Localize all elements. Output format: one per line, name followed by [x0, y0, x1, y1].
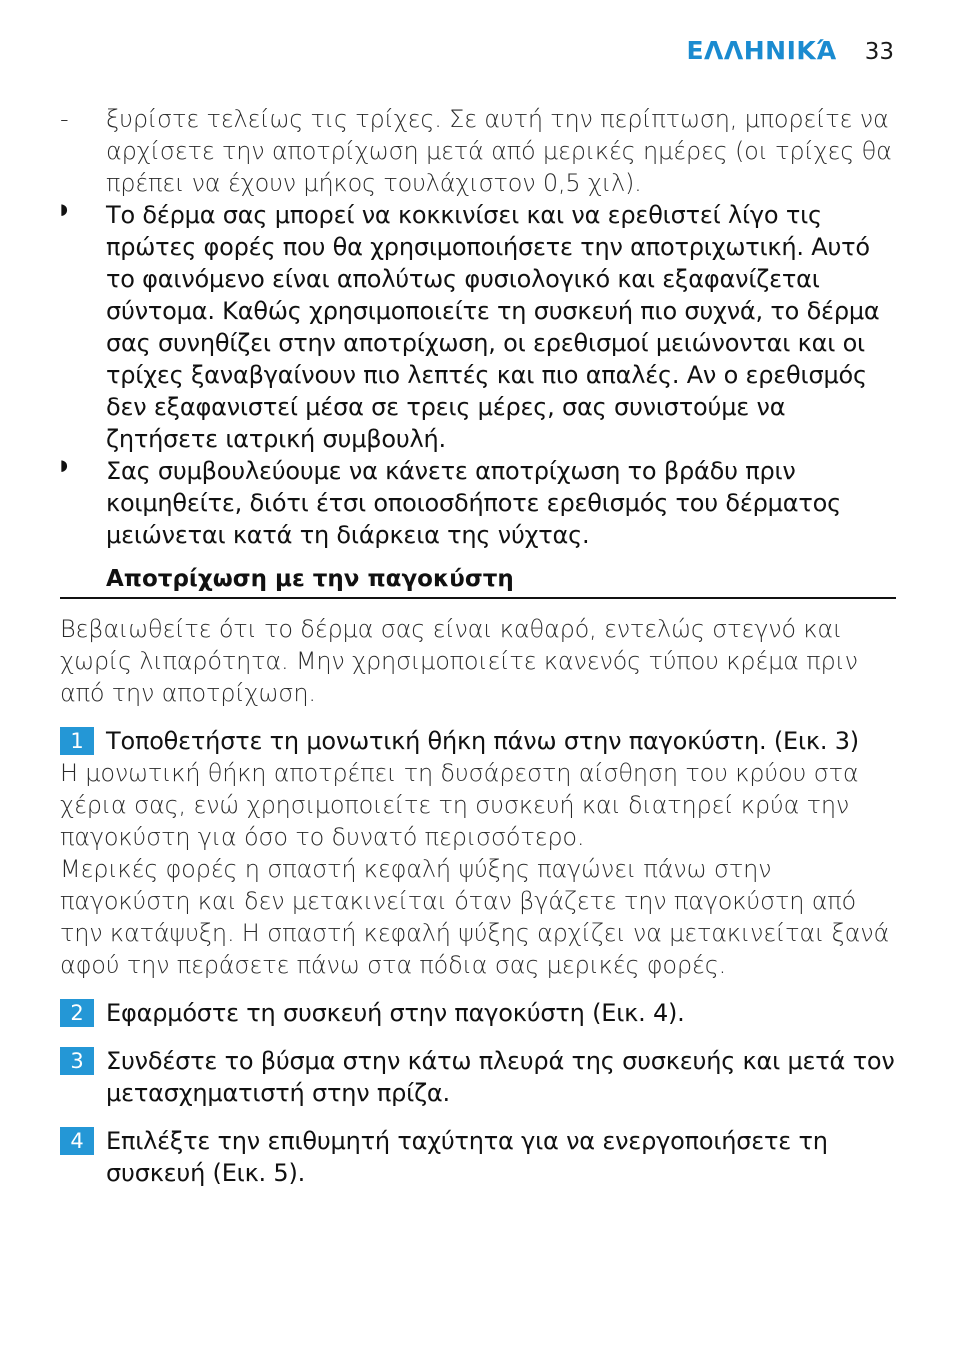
step-number-badge: 4 — [60, 1127, 94, 1155]
step-1-note: Η μονωτική θήκη αποτρέπει τη δυσάρεστη αίσθηση του κρύου στα χέρια σας, ενώ χρησιμοποιείτε τη συσκευή και διατηρεί κρύα την παγοκύστη για όσο το δυνατό περισσότερο. — [60, 759, 859, 851]
page-number: 33 — [864, 39, 894, 65]
step-1-note-2: Μερικές φορές η σπαστή κεφαλή ψύξης παγώνει πάνω στην παγοκύστη και δεν μετακινείται όταν βγάζετε την παγοκύστη από την κατάψυξη. Η σπαστή κεφαλή ψύξης αρχίζει να μετακινείται ξανά αφού την περάσετε πάνω στα πόδια σας μερικές φορές. — [60, 855, 890, 979]
step-text: Εφαρμόστε τη συσκευή στην παγοκύστη (Εικ. 4). — [106, 999, 685, 1027]
section-title: Αποτρίχωση με την παγοκύστη — [60, 561, 896, 599]
step-1 — [60, 725, 896, 757]
intro-bullet-text: ξυρίστε τελείως τις τρίχες. Σε αυτή την περίπτωση, μπορείτε να αρχίσετε την αποτρίχωση μετά από μερικές ημέρες (οι τρίχες θα πρέπει να έχουν μήκος τουλάχιστον 0,5 χιλ). — [106, 105, 892, 197]
step-number-badge: 2 — [60, 999, 94, 1027]
tip-text: Το δέρμα σας μπορεί να κοκκινίσει και να ερεθιστεί λίγο τις πρώτες φορές που θα χρησιμοποιήσετε την αποτριχωτική. Αυτό το φαινόμενο είναι απολύτως φυσιολογικό και εξαφανίζεται σύντομα. Καθώς χρησιμοποιείτε τη συσκευή πιο συχνά, το δέρμα σας συνηθίζει στην αποτρίχωση, οι ερεθισμοί μειώνονται και οι τρίχες ξαναβγαίνουν πιο λεπτές και πιο απαλές. Αν ο ερεθισμός δεν εξαφανιστεί μέσα σε τρεις μέρες, σας συνιστούμε να ζητήσετε ιατρική συμβουλή. — [106, 201, 880, 453]
page-header — [686, 36, 894, 65]
triangle-bullet-icon: ◗ — [60, 456, 68, 474]
tip-item — [60, 455, 896, 551]
dash-marker: - — [60, 105, 69, 133]
step-text: Συνδέστε το βύσμα στην κάτω πλευρά της συσκευής και μετά τον μετασχηματιστή στην πρίζα. — [106, 1047, 895, 1107]
step-text: Επιλέξτε την επιθυμητή ταχύτητα για να ενεργοποιήσετε τη συσκευή (Εικ. 5). — [106, 1127, 828, 1187]
step-number-badge: 1 — [60, 727, 94, 755]
step-4 — [60, 1125, 896, 1189]
step-text: Τοποθετήστε τη μονωτική θήκη πάνω στην παγοκύστη. (Εικ. 3) — [106, 727, 859, 755]
step-2 — [60, 997, 896, 1029]
section-intro: Βεβαιωθείτε ότι το δέρμα σας είναι καθαρό, εντελώς στεγνό και χωρίς λιπαρότητα. Μην χρησιμοποιείτε κανενός τύπου κρέμα πριν από την αποτρίχωση. — [60, 615, 858, 707]
tip-item — [60, 199, 896, 455]
intro-bullet — [60, 103, 896, 199]
page-content — [60, 103, 896, 1189]
step-number-badge: 3 — [60, 1047, 94, 1075]
tip-text: Σας συμβουλεύουμε να κάνετε αποτρίχωση το βράδυ πριν κοιμηθείτε, διότι έτσι οποιοσδήποτε ερεθισμός του δέρματος μειώνεται κατά τη διάρκεια της νύχτας. — [106, 457, 841, 549]
language-label: ΕΛΛΗΝΙΚΆ — [686, 36, 837, 65]
triangle-bullet-icon: ◗ — [60, 200, 68, 218]
step-3 — [60, 1045, 896, 1109]
